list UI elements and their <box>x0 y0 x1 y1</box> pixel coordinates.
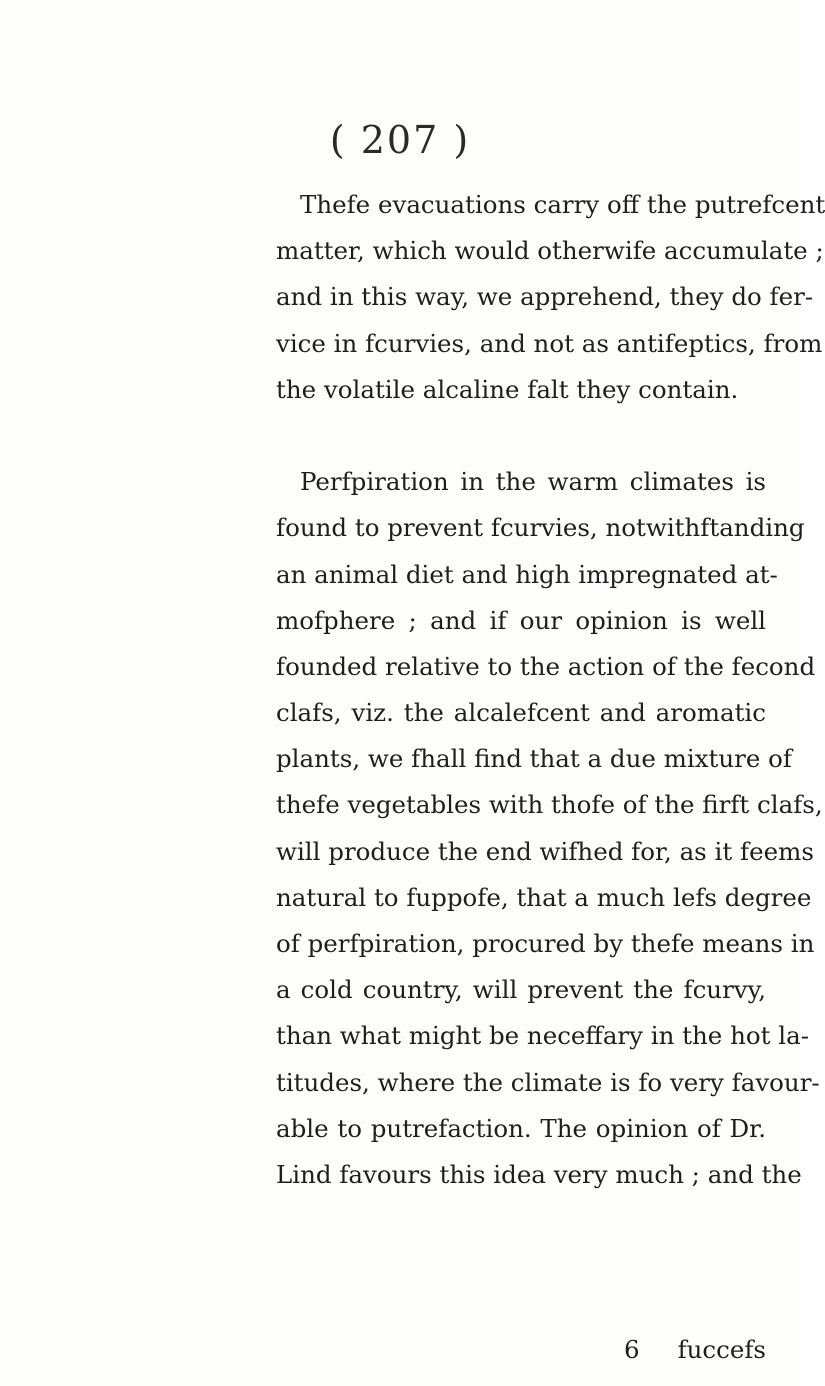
text-line: natural to fuppofe, that a much lefs degree <box>276 882 812 912</box>
text-line: mofphere ; and if our opinion is well <box>276 605 766 635</box>
signature-mark: 6 <box>624 1335 640 1364</box>
text-line: the volatile alcaline falt they contain. <box>276 374 739 404</box>
text-line: thefe vegetables with thofe of the firft clafs, <box>276 790 823 820</box>
text-line: matter, which would otherwife accumulate ; <box>276 236 824 266</box>
text-line: clafs, viz. the alcalefcent and aromatic <box>276 698 766 728</box>
page-number: ( 207 ) <box>329 118 471 162</box>
text-line: vice in fcurvies, and not as antifeptics, from <box>276 328 823 358</box>
text-line: plants, we fhall find that a due mixture of <box>276 744 792 774</box>
text-line: a cold country, will prevent the fcurvy, <box>276 975 766 1005</box>
text-line: of perfpiration, procured by thefe means in <box>276 929 815 958</box>
paragraph-gap <box>276 413 766 459</box>
text-line: an animal diet and high impregnated at- <box>276 559 778 589</box>
text-line: Perfpiration in the warm climates is <box>300 467 766 497</box>
paragraph-2 <box>276 459 823 1198</box>
paragraph-1 <box>276 182 825 413</box>
catchline <box>276 1335 766 1375</box>
text-line: will produce the end wifhed for, as it feems <box>276 836 814 866</box>
text-line: than what might be neceffary in the hot la- <box>276 1021 809 1051</box>
body-text <box>276 182 825 1198</box>
text-line: able to putrefaction. The opinion of Dr. <box>276 1113 766 1143</box>
text-line: and in this way, we apprehend, they do fer- <box>276 282 814 312</box>
text-line: Lind favours this idea very much ; and the <box>276 1159 802 1189</box>
catchword: fuccefs <box>677 1335 766 1364</box>
text-line: titudes, where the climate is fo very favour- <box>276 1067 820 1097</box>
text-line: Thefe evacuations carry off the putrefcent <box>300 190 825 219</box>
text-line: found to prevent fcurvies, notwithftanding <box>276 513 805 543</box>
text-line: founded relative to the action of the fecond <box>276 651 816 681</box>
